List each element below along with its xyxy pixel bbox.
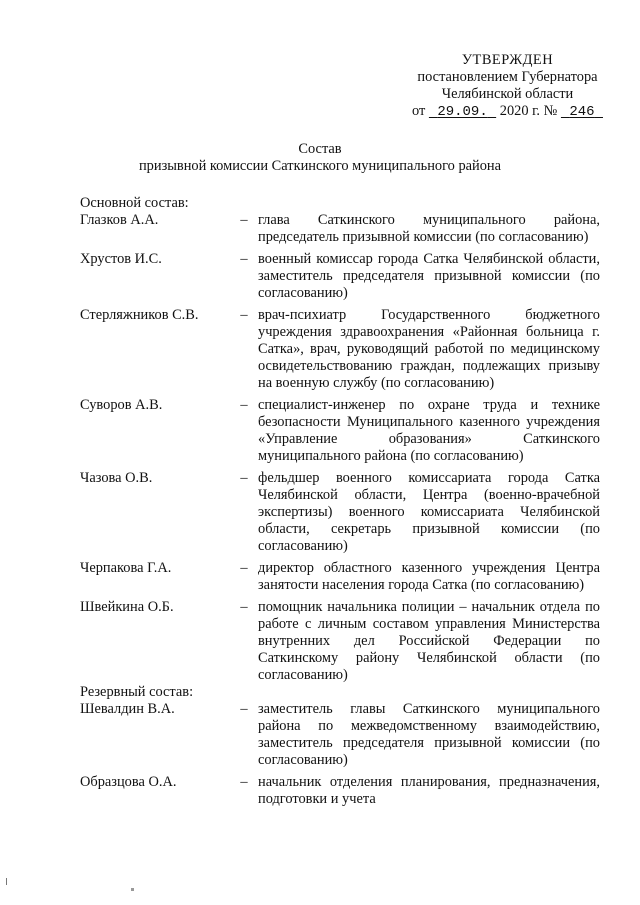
heading-title: Состав bbox=[298, 141, 342, 157]
member-description: военный комиссар города Сатка Челябинской области, заместитель председателя призывной комиссии (по согласованию) bbox=[258, 251, 600, 301]
document-heading bbox=[0, 141, 640, 175]
member-dash: – bbox=[240, 212, 248, 228]
member-name: Образцова О.А. bbox=[80, 774, 177, 790]
margin-mark bbox=[6, 878, 7, 885]
member-description: специалист-инженер по охране труда и технике безопасности Муниципального казенного учреждения «Управление образования» Саткинского муниципального района (по согласованию) bbox=[258, 397, 600, 464]
member-description: фельдшер военного комиссариата города Сатка Челябинской области, Центра (военно-врачебной экспертизы) военного комиссариата Челябинской области, секретарь призывной комиссии (по согласованию) bbox=[258, 470, 600, 554]
member-description: директор областного казенного учреждения Центра занятости населения города Сатка (по согласованию) bbox=[258, 560, 600, 593]
approval-date-line bbox=[400, 103, 615, 121]
approval-date: 29.09. bbox=[437, 104, 488, 120]
member-name: Хрустов И.С. bbox=[80, 251, 162, 267]
approval-stamp bbox=[400, 52, 615, 121]
member-dash: – bbox=[240, 560, 248, 576]
list-item bbox=[80, 470, 600, 555]
list-item bbox=[80, 701, 600, 769]
list-item bbox=[80, 251, 600, 302]
main-section-label: Основной состав: bbox=[80, 195, 189, 211]
member-description: заместитель главы Саткинского муниципального района по межведомственному взаимодействию, заместитель председателя призывной комиссии (по согласованию) bbox=[258, 701, 600, 768]
list-item bbox=[80, 560, 600, 594]
member-dash: – bbox=[240, 397, 248, 413]
member-dash: – bbox=[240, 307, 248, 323]
commission-list bbox=[80, 195, 600, 808]
reserve-members bbox=[80, 701, 600, 808]
member-name: Глазков А.А. bbox=[80, 212, 159, 228]
member-name: Чазова О.В. bbox=[80, 470, 153, 486]
member-name: Швейкина О.Б. bbox=[80, 599, 174, 615]
date-prefix: от bbox=[412, 103, 426, 119]
scan-dot bbox=[131, 888, 134, 891]
member-description: начальник отделения планирования, предназначения, подготовки и учета bbox=[258, 774, 600, 807]
member-name: Шевалдин В.А. bbox=[80, 701, 175, 717]
member-description: врач-психиатр Государственного бюджетного учреждения здравоохранения «Районная больница г. Сатка», врач, руководящий работой по медицинскому освидетельствованию граждан, подлежащих призыву на военную службу (по согласованию) bbox=[258, 307, 600, 391]
member-dash: – bbox=[240, 470, 248, 486]
reserve-section-label: Резервный состав: bbox=[80, 684, 194, 700]
member-name: Черпакова Г.А. bbox=[80, 560, 172, 576]
list-item bbox=[80, 212, 600, 246]
member-description: глава Саткинского муниципального района, председатель призывной комиссии (по согласованию) bbox=[258, 212, 600, 245]
main-members bbox=[80, 212, 600, 684]
approval-line-1: постановлением Губернатора bbox=[417, 69, 598, 85]
heading-subtitle: призывной комиссии Саткинского муниципального района bbox=[138, 158, 502, 174]
year-suffix: 2020 г. № bbox=[499, 103, 558, 119]
list-item bbox=[80, 599, 600, 684]
member-dash: – bbox=[240, 251, 248, 267]
approval-line-2: Челябинской области bbox=[441, 86, 574, 102]
member-name: Стерляжников С.В. bbox=[80, 307, 199, 323]
approval-title: УТВЕРЖДЕН bbox=[461, 52, 554, 68]
member-dash: – bbox=[240, 774, 248, 790]
member-description: помощник начальника полиции – начальник отдела по работе с личным составом управления Министерства внутренних дел Российской Федерации по Саткинскому району Челябинской области (по согласованию) bbox=[258, 599, 600, 683]
list-item bbox=[80, 397, 600, 465]
list-item bbox=[80, 307, 600, 392]
member-dash: – bbox=[240, 701, 248, 717]
member-dash: – bbox=[240, 599, 248, 615]
member-name: Суворов А.В. bbox=[80, 397, 163, 413]
approval-number: 246 bbox=[569, 104, 595, 120]
list-item bbox=[80, 774, 600, 808]
